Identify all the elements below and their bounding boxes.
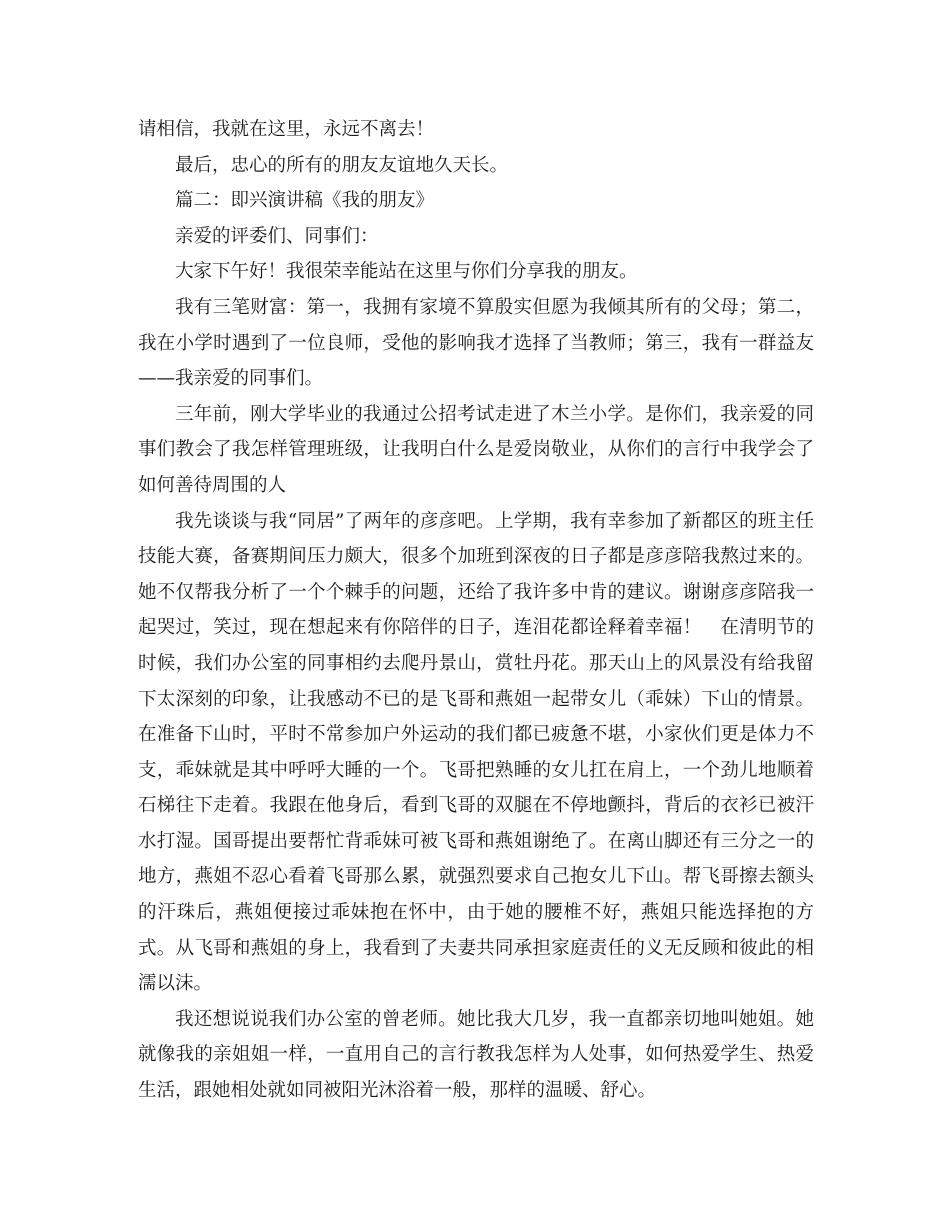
paragraph-yanyan-story: 我先谈谈与我“同居”了两年的彦彦吧。上学期，我有幸参加了新都区的班主任技能大赛，备赛期间压力颇大，很多个加班到深夜的日子都是彦彦陪我熬过来的。她不仅帮我分析了一个个棘手的问题，还给了我许多中肯的建议。谢谢彦彦陪我一起哭过，笑过，现在想起来有你陪伴的日子，连泪花都诠释着幸福！ 在清明节的时候，我们办公室的同事相约去爬丹景山，赏牡丹花。那天山上的风景没有给我留下太深刻的印象，让我感动不已的是飞哥和燕姐一起带女儿（乖妹）下山的情景。在准备下山时，平时不常参加户外运动的我们都已疲惫不堪，小家伙们更是体力不支，乖妹就是其中呼呼大睡的一个。飞哥把熟睡的女儿扛在肩上，一个劲儿地顺着石梯往下走着。我跟在他身后，看到飞哥的双腿在不停地颤抖，背后的衣衫已被汗水打湿。国哥提出要帮忙背乖妹可被飞哥和燕姐谢绝了。在离山脚还有三分之一的地方，燕姐不忍心看着飞哥那么累，就强烈要求自己抱女儿下山。帮飞哥擦去额头的汗珠后，燕姐便接过乖妹抱在怀中，由于她的腰椎不好，燕姐只能选择抱的方式。从飞哥和燕姐的身上，我看到了夫妻共同承担家庭责任的义无反顾和彼此的相濡以沫。 [138,510,814,995]
paragraph-friendship-wish: 最后，忠心的所有的朋友友谊地久天长。 [175,154,509,176]
section-heading: 篇二：即兴演讲稿《我的朋友》 [175,190,435,212]
paragraph-three-years-ago: 三年前，刚大学毕业的我通过公招考试走进了木兰小学。是你们，我亲爱的同事们教会了我怎样管理班级，让我明白什么是爱岗敬业，从你们的言行中我学会了如何善待周围的人 [138,403,814,496]
paragraph-teacher-zeng: 我还想说说我们办公室的曾老师。她比我大几岁，我一直都亲切地叫她姐。她就像我的亲姐姐一样，一直用自己的言行教我怎样为人处事，如何热爱学生、热爱生活，跟她相处就如同被阳光沐浴着一般，那样的温暖、舒心。 [138,1008,814,1102]
paragraph-salutation: 亲爱的评委们、同事们： [175,225,379,247]
body-text [138,112,814,1109]
paragraph-closing-line: 请相信，我就在这里，永远不离去！ [138,119,435,140]
paragraph-greeting: 大家下午好！我很荣幸能站在这里与你们分享我的朋友。 [175,261,638,283]
paragraph-three-treasures: 我有三笔财富：第一，我拥有家境不算殷实但愿为我倾其所有的父母；第二，我在小学时遇到了一位良师，受他的影响我才选择了当教师；第三，我有一群益友——我亲爱的同事们。 [138,296,814,390]
